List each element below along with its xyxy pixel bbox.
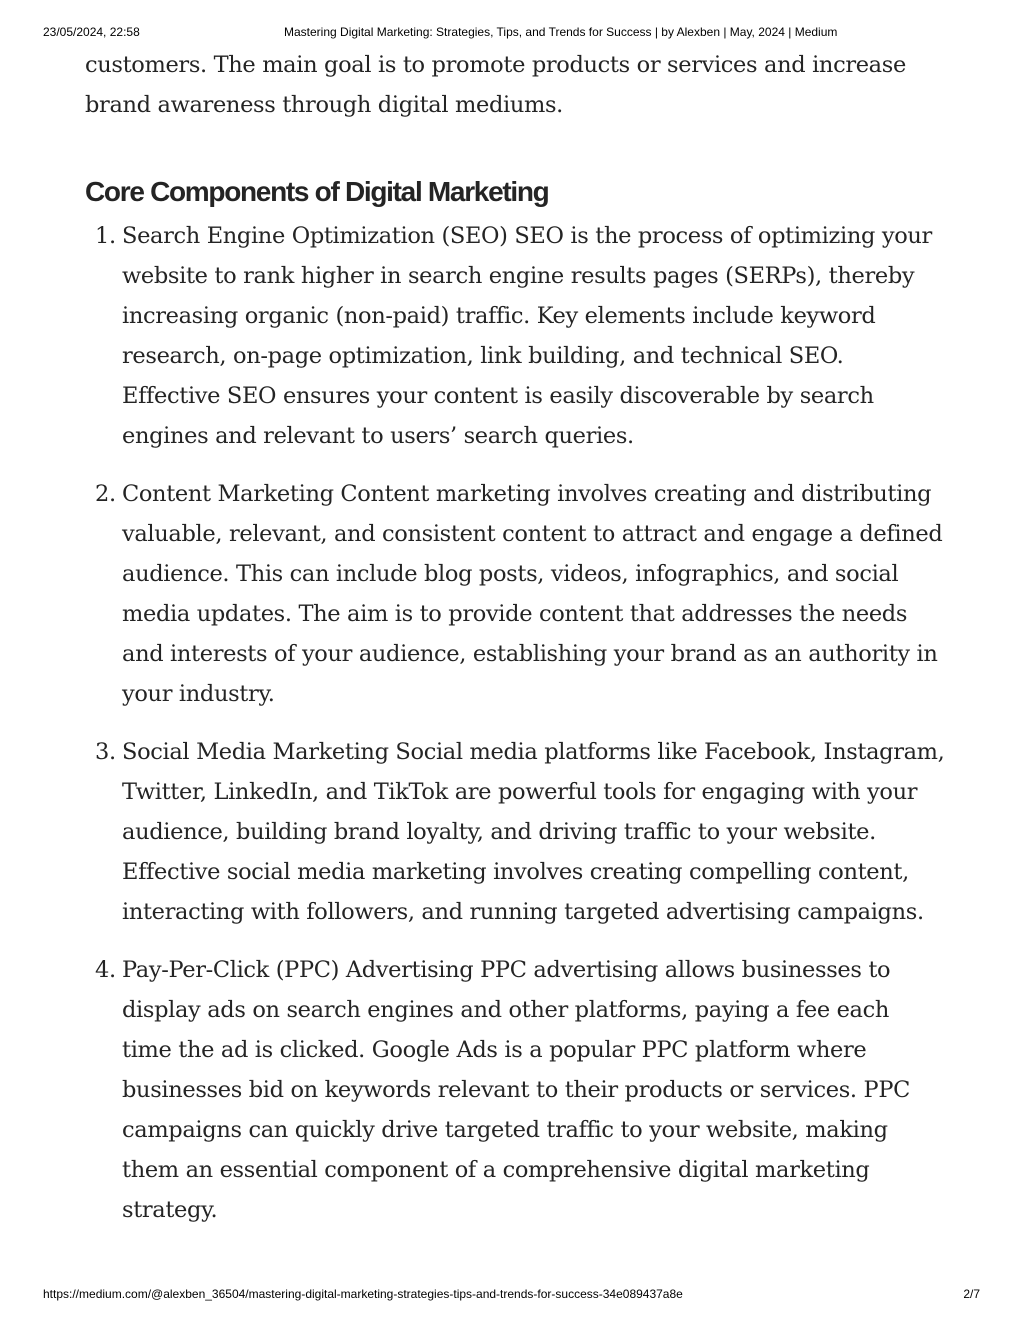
print-footer (0, 1287, 1024, 1301)
list-item-number: 4. (95, 957, 116, 983)
print-url: https://medium.com/@alexben_36504/mastering-digital-marketing-strategies-tips-and-trends-for-success-34e089437a8e (43, 1287, 683, 1301)
section-heading: Core Components of Digital Marketing (85, 176, 549, 207)
list-item-text: Pay-Per-Click (PPC) Advertising PPC advertising allows businesses to display ads on search engines and other platforms, paying a fee each time the ad is clicked. Google Ads is a popular PPC platform where businesses bid on keywords relevant to their products or services. PPC campaigns can quickly drive targeted traffic to your website, making them an essential component of a comprehensive digital marketing strategy. (122, 957, 910, 1223)
list-item-text: Content Marketing Content marketing involves creating and distributing valuable, relevant, and consistent content to attract and engage a defined audience. This can include blog posts, videos, infographics, and social media updates. The aim is to provide content that addresses the needs and interests of your audience, establishing your brand as an authority in your industry. (122, 481, 943, 707)
list-item-number: 3. (95, 739, 116, 765)
list-item (85, 732, 945, 932)
print-datetime: 23/05/2024, 22:58 (43, 25, 140, 39)
list-item (85, 474, 945, 714)
article-body (85, 45, 945, 1248)
list-item (85, 950, 945, 1230)
list-item-number: 1. (95, 223, 116, 249)
list-item-text: Social Media Marketing Social media platforms like Facebook, Instagram, Twitter, LinkedIn, and TikTok are powerful tools for engaging with your audience, building brand loyalty, and driving traffic to your website. Effective social media marketing involves creating compelling content, interacting with followers, and running targeted advertising campaigns. (122, 739, 945, 925)
print-header (0, 25, 1024, 39)
components-list (85, 216, 945, 1230)
page-number: 2/7 (963, 1287, 980, 1301)
list-item-number: 2. (95, 481, 116, 507)
list-item (85, 216, 945, 456)
print-page-title: Mastering Digital Marketing: Strategies, Tips, and Trends for Success | by Alexben | May, 2024 | Medium (284, 25, 838, 39)
intro-paragraph: customers. The main goal is to promote products or services and increase brand awareness through digital mediums. (85, 52, 906, 118)
list-item-text: Search Engine Optimization (SEO) SEO is the process of optimizing your website to rank higher in search engine results pages (SERPs), thereby increasing organic (non-paid) traffic. Key elements include keyword research, on-page optimization, link building, and technical SEO. Effective SEO ensures your content is easily discoverable by search engines and relevant to users’ search queries. (122, 223, 932, 449)
